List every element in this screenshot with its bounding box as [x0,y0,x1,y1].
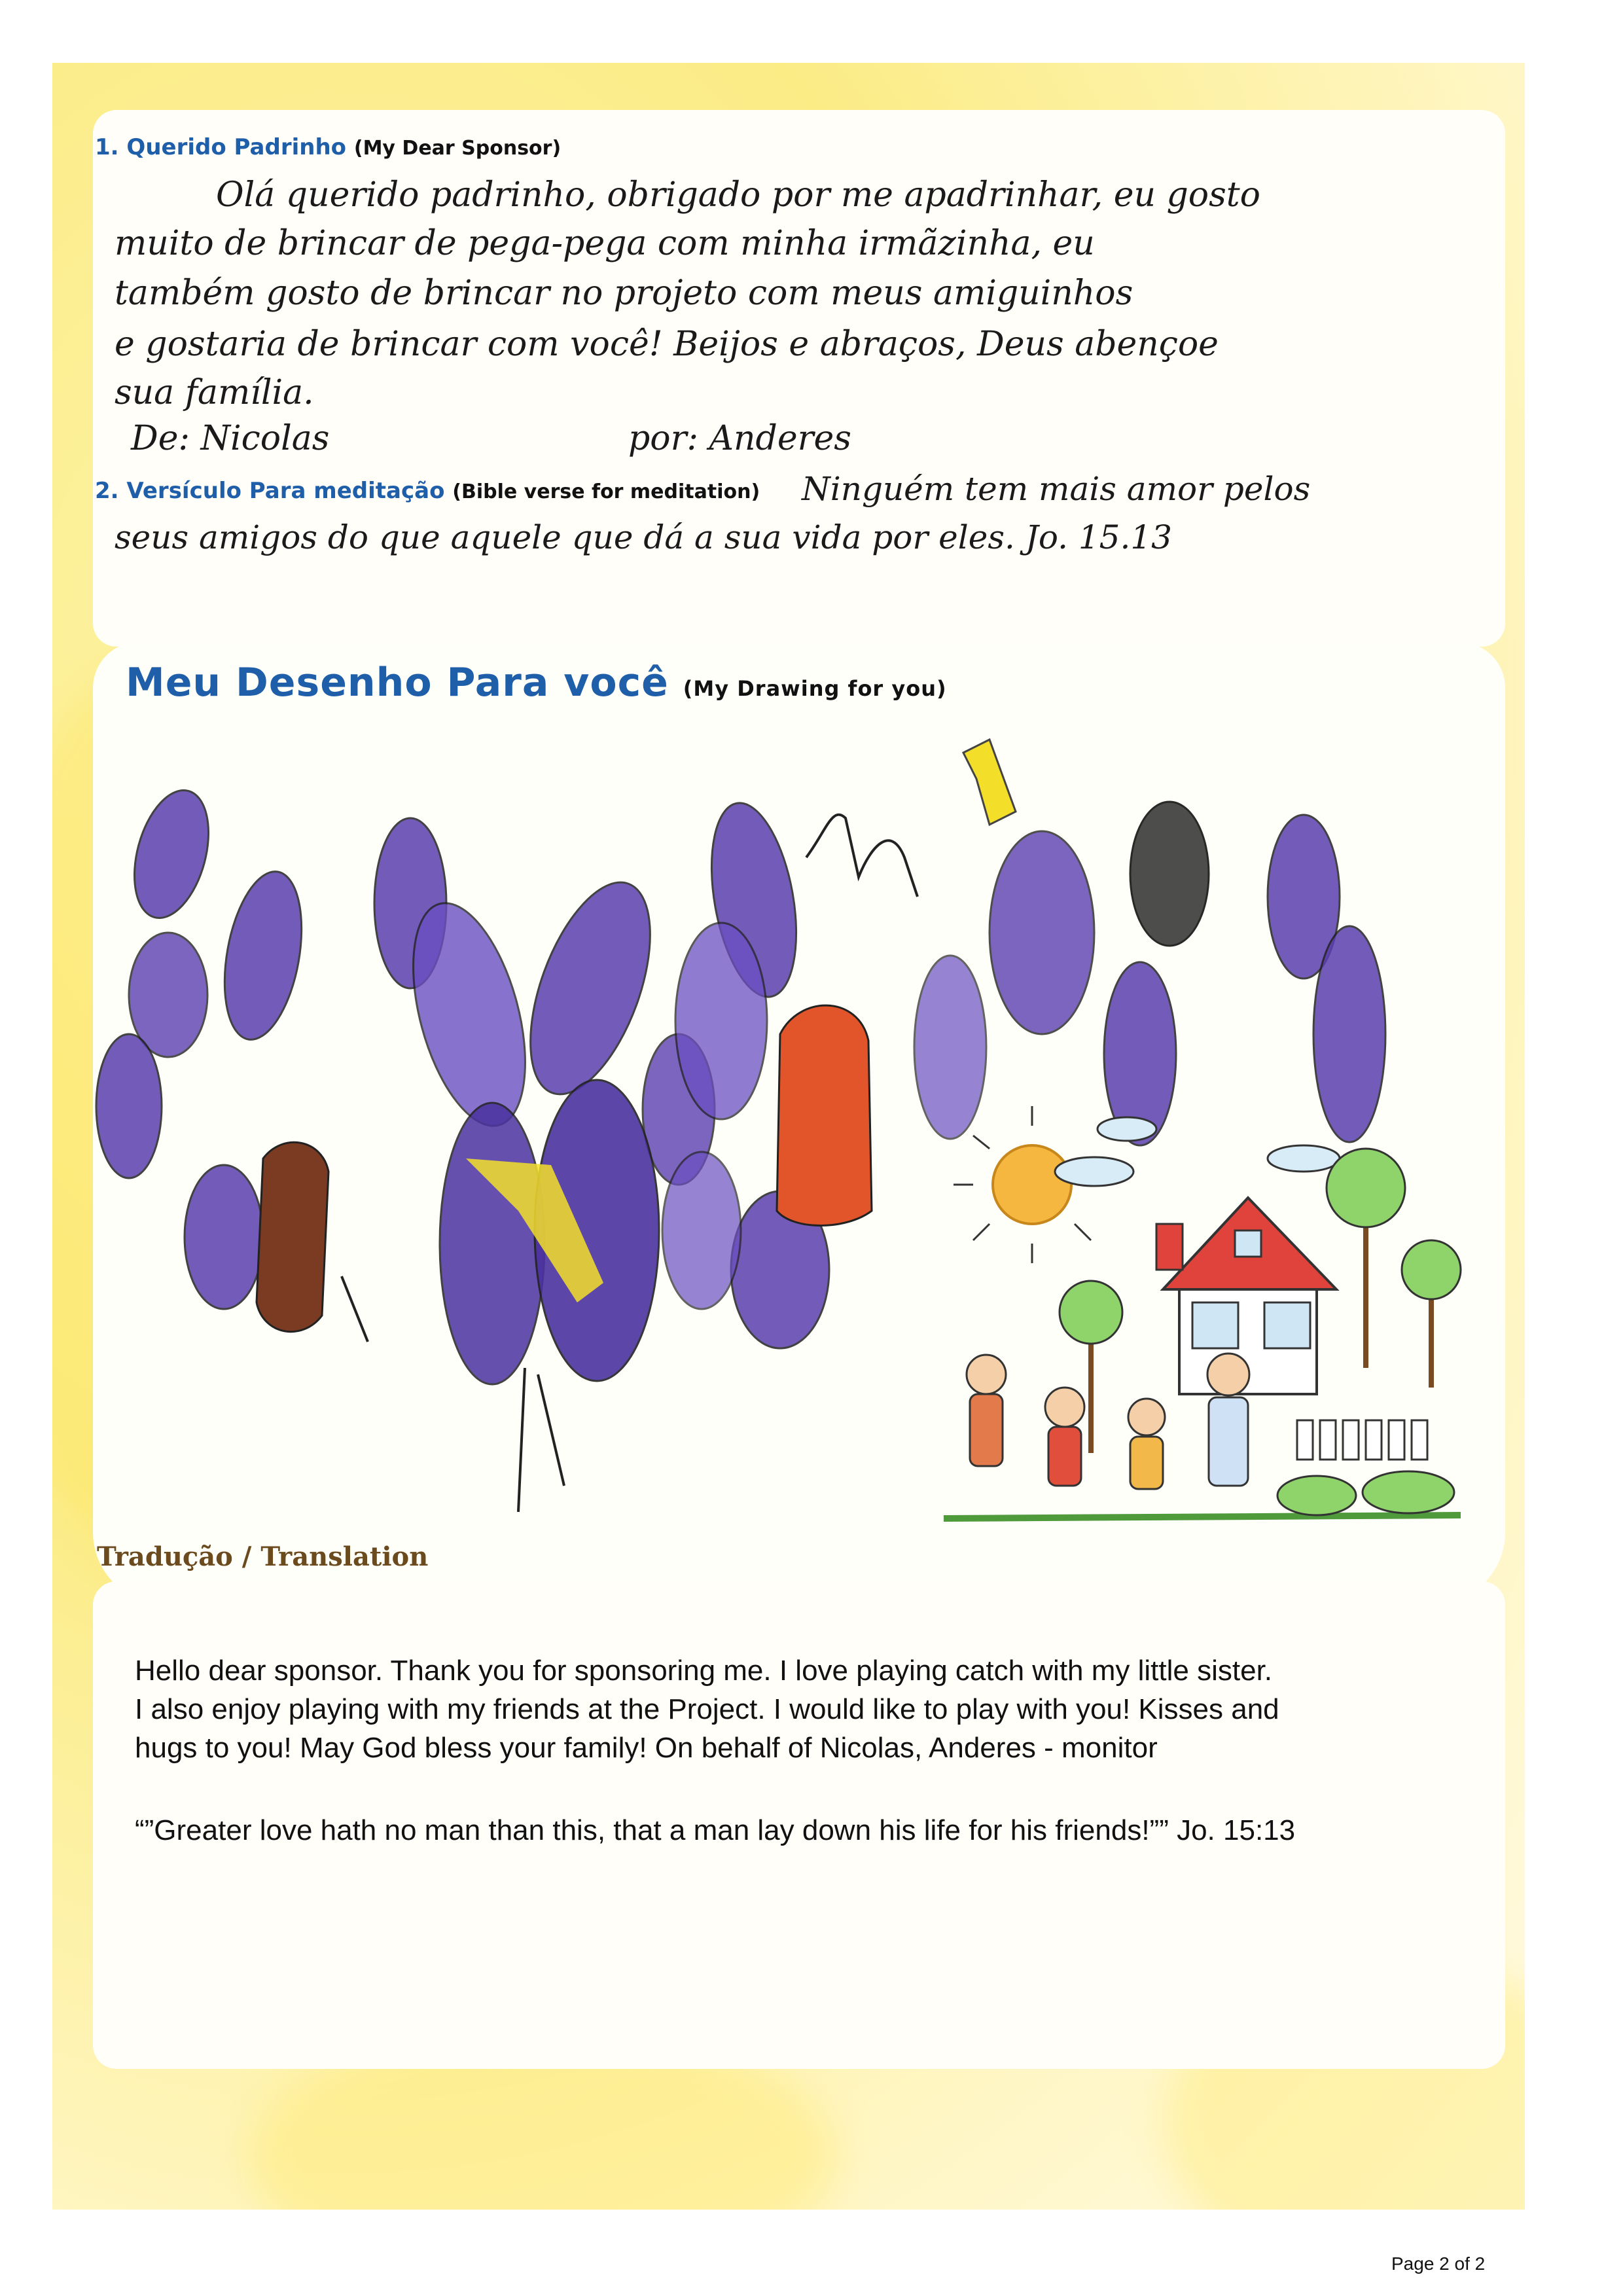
section-2-subtitle: (Bible verse for meditation) [452,480,760,503]
handwritten-from: De: Nicolas [131,419,330,458]
crayon-orange-shape [777,1005,872,1225]
handwritten-line: também gosto de brincar no projeto com meus amiguinhos [115,274,1133,313]
handwritten-verse-line: seus amigos do que aquele que dá a sua vida por eles. Jo. 15.13 [115,518,1172,556]
section-2-title: 2. Versículo Para meditação [95,478,445,504]
translation-heading: Tradução / Translation [97,1541,429,1572]
page-number: Page 2 of 2 [1391,2253,1486,2274]
handwritten-by: por: Anderes [628,419,851,458]
crayon-brown-shape [257,1142,329,1331]
translation-verse: “”Greater love hath no man than this, that a man lay down his life for his friends!”” Jo. 15:13 [135,1814,1296,1846]
translation-line: hugs to you! May God bless your family! On behalf of Nicolas, Anderes - monitor [135,1732,1158,1764]
crayon-dark-shape [1130,802,1209,946]
section-1-title: 1. Querido Padrinho [95,134,347,160]
handwritten-verse-line: Ninguém tem mais amor pelos [802,470,1311,508]
fence-illustration [1297,1420,1427,1460]
handwritten-line: Olá querido padrinho, obrigado por me apadrinhar, eu gosto [216,175,1260,215]
sun-illustration [954,1106,1091,1263]
handwritten-line: muito de brincar de pega-pega com minha irmãzinha, eu [115,224,1095,263]
child-drawing [93,713,1493,1577]
translation-line: I also enjoy playing with my friends at the Project. I would like to play with you! Kisses and [135,1693,1279,1725]
grass-illustration [944,1471,1461,1518]
drawing-subtitle: (My Drawing for you) [683,676,947,701]
handwritten-line: e gostaria de brincar com você! Beijos e abraços, Deus abençoe [115,325,1219,364]
cloud-illustrations [1055,1117,1340,1186]
section-1-subtitle: (My Dear Sponsor) [353,137,562,160]
drawing-heading [126,660,947,706]
section-1-label [95,134,561,160]
drawing-title: Meu Desenho Para você [126,660,669,706]
section-2-label [95,478,760,504]
family-illustration [967,1354,1249,1489]
handwritten-line: sua família. [115,373,314,412]
translation-line: Hello dear sponsor. Thank you for sponsoring me. I love playing catch with my little sister. [135,1655,1273,1687]
